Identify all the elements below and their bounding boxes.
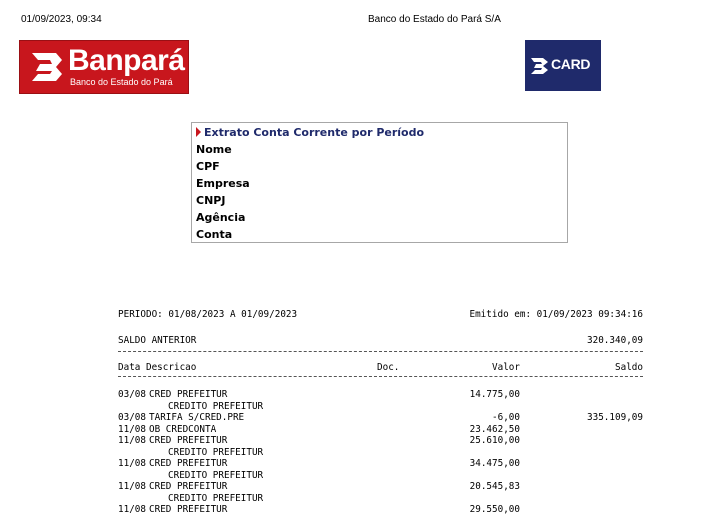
account-info-box bbox=[191, 122, 568, 243]
info-label-nome: Nome bbox=[196, 143, 232, 156]
statement-title bbox=[196, 126, 424, 139]
info-label-conta: Conta bbox=[196, 228, 233, 241]
entry-date: 11/08 bbox=[118, 423, 146, 435]
banpara-logo bbox=[19, 40, 189, 94]
banpara-logo-name: Banpará bbox=[68, 44, 185, 77]
entry-valor: 29.550,00 bbox=[469, 504, 520, 515]
entry-valor: 14.775,00 bbox=[469, 389, 520, 400]
entry-date: 03/08 bbox=[118, 389, 146, 400]
divider bbox=[118, 351, 643, 352]
banpara-card-logo bbox=[525, 40, 601, 91]
entry-description: CRED PREFEITUR bbox=[149, 389, 228, 400]
banpara-logo-icon bbox=[26, 47, 66, 87]
entry-description: CRED PREFEITUR bbox=[149, 481, 228, 492]
entry-description: TARIFA S/CRED.PRE bbox=[149, 412, 245, 423]
entry-date: 11/08 bbox=[118, 504, 146, 515]
statement-title-text: Extrato Conta Corrente por Período bbox=[204, 126, 425, 139]
info-label-cpf: CPF bbox=[196, 160, 220, 173]
bank-title: Banco do Estado do Pará S/A bbox=[368, 14, 501, 25]
divider bbox=[118, 376, 643, 377]
entry-valor: 23.462,50 bbox=[469, 423, 520, 435]
entry-valor: 20.545,83 bbox=[469, 481, 520, 492]
entry-subdescription: CREDITO PREFEITUR bbox=[168, 492, 264, 504]
col-saldo: Saldo bbox=[615, 362, 643, 373]
banpara-logo-subtitle: Banco do Estado do Pará bbox=[70, 77, 173, 87]
info-label-agencia: Agência bbox=[196, 211, 246, 224]
col-valor: Valor bbox=[492, 362, 520, 373]
entry-valor: 25.610,00 bbox=[469, 435, 520, 446]
info-label-cnpj: CNPJ bbox=[196, 194, 226, 207]
entry-description: CRED PREFEITUR bbox=[149, 435, 228, 446]
card-logo-text: CARD bbox=[551, 56, 591, 72]
entry-subdescription: CREDITO PREFEITUR bbox=[168, 469, 264, 481]
entry-valor: -6,00 bbox=[492, 412, 520, 423]
entry-description: OB CREDCONTA bbox=[149, 423, 217, 435]
statement-issued: Emitido em: 01/09/2023 09:34:16 bbox=[469, 309, 643, 320]
entry-description: CRED PREFEITUR bbox=[149, 504, 228, 515]
col-data-descricao: Data Descricao bbox=[118, 362, 197, 373]
saldo-anterior-value: 320.340,09 bbox=[587, 335, 643, 346]
col-doc: Doc. bbox=[377, 362, 400, 373]
entry-subdescription: CREDITO PREFEITUR bbox=[168, 400, 264, 412]
entry-date: 11/08 bbox=[118, 458, 146, 469]
saldo-anterior-label: SALDO ANTERIOR bbox=[118, 335, 197, 346]
entry-saldo: 335.109,09 bbox=[587, 412, 643, 423]
entry-date: 03/08 bbox=[118, 412, 146, 423]
entry-subdescription: CREDITO PREFEITUR bbox=[168, 446, 264, 458]
statement-period: PERIODO: 01/08/2023 A 01/09/2023 bbox=[118, 309, 298, 320]
entry-valor: 34.475,00 bbox=[469, 458, 520, 469]
entry-date: 11/08 bbox=[118, 435, 146, 446]
card-logo-icon bbox=[529, 54, 551, 78]
arrow-right-icon bbox=[196, 127, 201, 137]
print-datetime: 01/09/2023, 09:34 bbox=[21, 14, 102, 25]
entry-date: 11/08 bbox=[118, 481, 146, 492]
entry-description: CRED PREFEITUR bbox=[149, 458, 228, 469]
info-label-empresa: Empresa bbox=[196, 177, 250, 190]
